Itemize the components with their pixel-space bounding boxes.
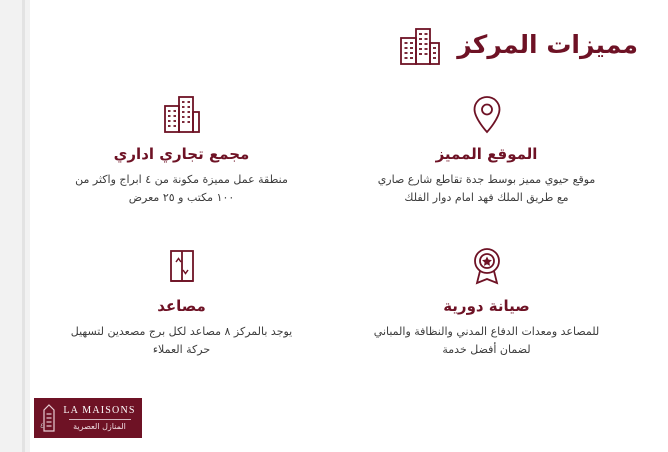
award-badge-icon bbox=[465, 244, 509, 288]
brand-name-ar: المنازل العصرية bbox=[73, 421, 126, 431]
feature-location-title: الموقع المميز bbox=[435, 145, 538, 163]
office-buildings-icon bbox=[160, 92, 204, 136]
brand-divider bbox=[69, 419, 131, 420]
page-number: ٤ bbox=[40, 422, 44, 430]
feature-elevators bbox=[34, 244, 329, 392]
feature-elevators-title: مصاعد bbox=[157, 297, 206, 315]
feature-maintenance-body: للمصاعد ومعدات الدفاع المدني والنظافة والمباني لضمان أفضل خدمة bbox=[373, 324, 600, 356]
brand-name-en: LA MAISONS bbox=[63, 405, 136, 417]
feature-maintenance-title: صيانة دورية bbox=[443, 297, 530, 315]
elevator-icon bbox=[160, 244, 204, 288]
feature-elevators-body: يوجد بالمركز ٨ مصاعد لكل برج مصعدين لتسهيل حركة العملاء bbox=[70, 324, 293, 356]
feature-location-body: موقع حيوي مميز بوسط جدة تقاطع شارع صاري مع طريق الملك فهد امام دوار الفلك bbox=[377, 172, 596, 204]
feature-complex bbox=[34, 92, 329, 240]
page-title: مميزات المركز bbox=[457, 30, 638, 59]
location-pin-icon bbox=[465, 92, 509, 136]
feature-complex-body: منطقة عمل مميزة مكونة من ٤ ابراج واكثر من ١٠٠ مكتب و ٢٥ معرض bbox=[75, 172, 288, 204]
left-accent-band bbox=[0, 0, 30, 452]
buildings-icon bbox=[397, 22, 443, 68]
brand-logo bbox=[34, 398, 142, 438]
feature-maintenance bbox=[339, 244, 634, 392]
accent-stripe bbox=[22, 0, 25, 452]
features-grid bbox=[34, 92, 634, 392]
brand-logo-text bbox=[63, 405, 135, 431]
slide-title-row bbox=[397, 22, 638, 68]
feature-location bbox=[339, 92, 634, 240]
feature-complex-title: مجمع تجاري اداري bbox=[113, 145, 250, 163]
